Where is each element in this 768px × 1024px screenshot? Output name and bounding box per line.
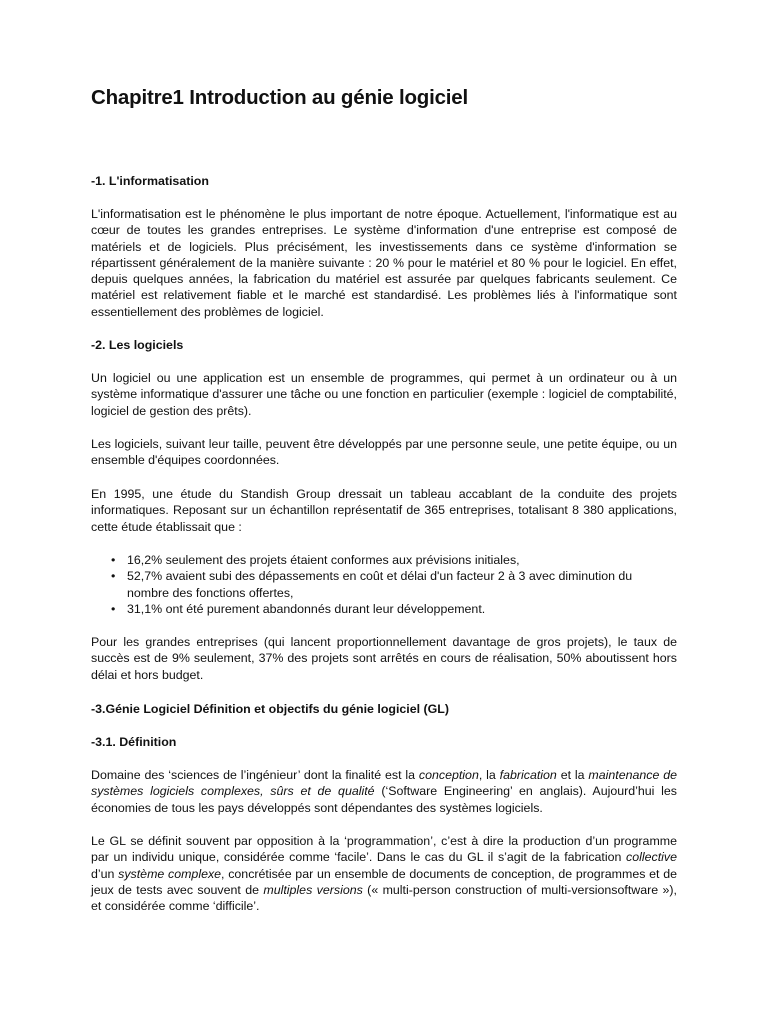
section-1-paragraph: L'informatisation est le phénomène le plus important de notre époque. Actuellement, l'informatique est au cœur de toutes les grandes entreprises. Le système d'information d'une entreprise est composé de matériels et de logiciels. Plus précisément, les investissements dans ce système d'information se répartissent généralement de la manière suivante : 20 % pour le matériel et 80 % pour le logiciel. En effet, depuis quelques années, la fabrication du matériel est assurée par quelques fabricants seulement. Ce matériel est relativement fiable et le marché est standardisé. Les problèmes liés à l'informatique sont essentiellement des problèmes de logiciel. xyxy=(91,207,677,319)
emphasis-conception: conception xyxy=(418,768,479,782)
text-run: d’un xyxy=(91,866,119,881)
section-2-paragraph-1: Un logiciel ou une application est un ensemble de programmes, qui permet à un ordinateur ou à un système informatique d'assurer une tâche ou une fonction en particulier (exemple : logiciel de comptabilité, logiciel de gestion des prêts). xyxy=(91,371,677,418)
study-results-list xyxy=(91,552,677,617)
section-3-heading: -3.Génie Logiciel Définition et objectifs du génie logiciel (GL) xyxy=(91,702,449,716)
section-3-1-heading: -3.1. Définition xyxy=(91,735,177,749)
emphasis-maintenance: maintenance de systèmes logiciels complexes, sûrs et de qualité xyxy=(91,768,677,799)
emphasis-fabrication: fabrication xyxy=(499,768,557,782)
section-2-paragraph-2: Les logiciels, suivant leur taille, peuvent être développés par une personne seule, une petite équipe, ou un ensemble d'équipes coordonnées. xyxy=(91,437,677,468)
emphasis-multiples-versions: multiples versions xyxy=(263,882,363,897)
chapter-title: Chapitre1 Introduction au génie logiciel xyxy=(91,86,468,109)
text-run: (‘Software Engineering’ en anglais). Aujourd’hui les économies de tous les pays développés sont dépendantes des systèmes logiciels. xyxy=(91,784,678,815)
text-run: Le GL se définit souvent par opposition à la ‘programmation’, c’est à dire la production d’un programme par un individu unique, considérée comme ‘facile’. Dans le cas du GL il s’agit de la fabrication xyxy=(91,834,677,865)
text-run: , concrétisée par un ensemble de documents de conception, de programmes et de jeux de tests avec souvent de xyxy=(91,866,677,897)
list-item: • 31,1% ont été purement abandonnés durant leur développement. xyxy=(91,601,677,617)
section-1-heading: -1. L'informatisation xyxy=(91,174,209,188)
text-run: (« multi-person construction of multi-versionsoftware »), et considérée comme ‘difficile’. xyxy=(91,882,677,914)
list-item: • 16,2% seulement des projets étaient conformes aux prévisions initiales, xyxy=(91,552,677,568)
section-2-heading: -2. Les logiciels xyxy=(91,338,184,352)
text-run: Domaine des ‘sciences de l’ingénieur’ dont la finalité est la xyxy=(91,768,419,782)
section-2-paragraph-3: En 1995, une étude du Standish Group dressait un tableau accablant de la conduite des projets informatiques. Reposant sur un échantillon représentatif de 365 entreprises, totalisant 8 380 applications, cette étude établissait que : xyxy=(91,487,677,534)
text-run: et la xyxy=(556,768,589,782)
section-2-paragraph-4: Pour les grandes entreprises (qui lancent proportionnellement davantage de gros projets), le taux de succès est de 9% seulement, 37% des projets sont arrêtés en cours de réalisation, 50% aboutissent hors délai et hors budget. xyxy=(91,635,677,682)
list-item: • 52,7% avaient subi des dépassements en coût et délai d'un facteur 2 à 3 avec diminution du nombre des fonctions offertes, xyxy=(91,568,677,601)
text-run: , la xyxy=(478,768,500,782)
definition-paragraph-1 xyxy=(91,767,677,816)
emphasis-systeme-complexe: système complexe xyxy=(118,866,222,881)
emphasis-collective: collective xyxy=(626,850,677,865)
definition-paragraph-2 xyxy=(91,833,677,914)
